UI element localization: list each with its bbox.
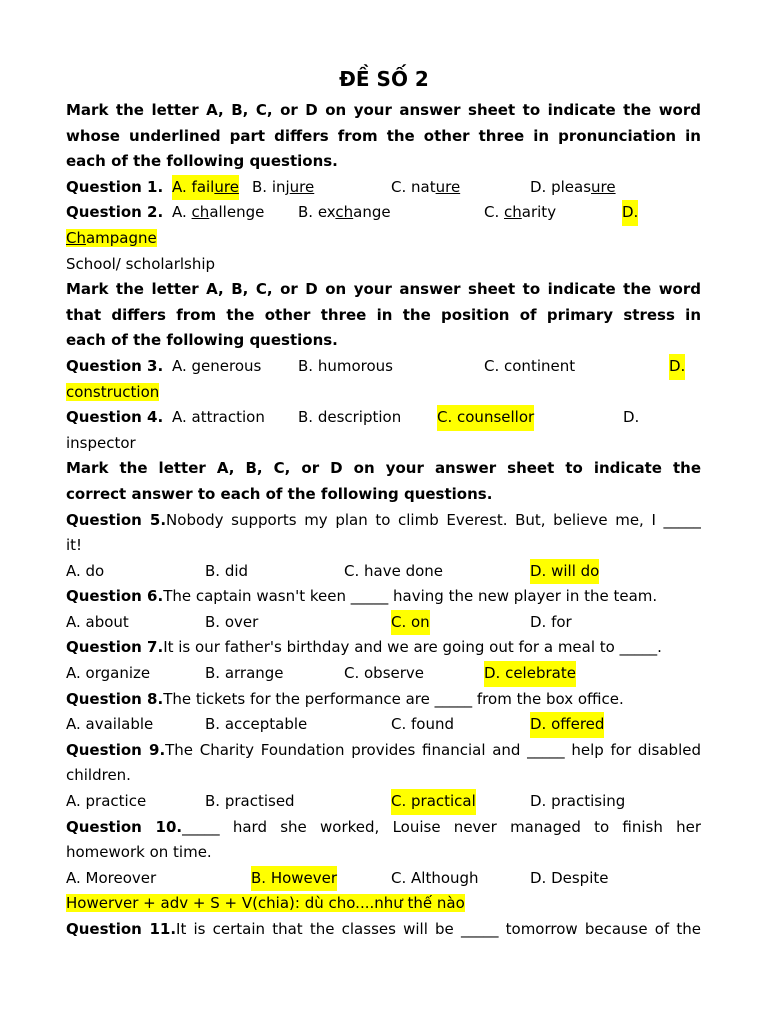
- note-line: School/ scholarlship: [66, 254, 216, 273]
- option-d: inspector: [66, 433, 136, 452]
- question-4: [66, 405, 701, 431]
- option-c: C. Although: [391, 868, 479, 887]
- option-a: A. attraction: [172, 408, 265, 427]
- option-c: C. observe: [344, 664, 425, 683]
- question-8: [66, 687, 701, 713]
- option-d: [66, 229, 157, 247]
- option-c: C. found: [391, 715, 455, 734]
- option-b: B. However: [251, 866, 337, 892]
- option-text: C.: [484, 203, 505, 222]
- option-c: C. on: [391, 610, 430, 636]
- question-6-options: [66, 610, 701, 636]
- option-text: arity: [521, 203, 557, 222]
- question-8-options: [66, 712, 701, 738]
- option-a: A. practice: [66, 792, 147, 811]
- grammar-note: [66, 891, 701, 917]
- option-text: A. fail: [172, 177, 215, 196]
- question-11: [66, 917, 701, 943]
- option-c: [484, 200, 556, 226]
- question-7-options: [66, 661, 701, 687]
- question-label: Question 9.: [66, 740, 166, 759]
- option-text: B. inj: [252, 177, 290, 196]
- option-c: C. practical: [391, 789, 476, 815]
- option-a: [172, 175, 239, 201]
- option-a: A. available: [66, 715, 154, 734]
- option-text: allenge: [209, 203, 265, 222]
- question-label: Question 10.: [66, 817, 183, 836]
- question-text: The captain wasn't keen _____ having the new player in the team.: [163, 587, 658, 606]
- question-7: [66, 635, 701, 661]
- option-a: A. organize: [66, 664, 151, 683]
- question-5-wrap: it!: [66, 536, 83, 555]
- question-label: Question 3.: [66, 356, 164, 375]
- question-text: It is certain that the classes will be _____ tomorrow because of the: [176, 920, 701, 938]
- instruction-line: Mark the letter A, B, C, or D on your answer sheet to indicate the word: [66, 280, 701, 299]
- option-c: C. have done: [344, 561, 444, 580]
- option-c: C. continent: [484, 356, 576, 375]
- question-label: Question 7.: [66, 638, 164, 657]
- question-3: [66, 354, 701, 380]
- question-label: Question 4.: [66, 408, 164, 427]
- question-text: The tickets for the performance are _____ from the box office.: [163, 689, 624, 708]
- option-d: construction: [66, 382, 160, 401]
- option-a: A. do: [66, 561, 105, 580]
- option-a: A. about: [66, 612, 129, 631]
- option-d-letter: D.: [622, 200, 638, 226]
- question-1: [66, 175, 701, 201]
- option-b: B. did: [205, 561, 249, 580]
- question-9: [66, 738, 701, 764]
- question-label: Question 1.: [66, 177, 164, 196]
- option-b: B. acceptable: [205, 715, 308, 734]
- question-5: [66, 508, 701, 534]
- underlined-part: ure: [289, 177, 315, 196]
- document-body: [66, 98, 701, 943]
- question-10: [66, 815, 701, 841]
- instruction-line: that differs from the other three in the position of primary stress in: [66, 305, 701, 324]
- option-d: [530, 175, 616, 201]
- option-text: D. pleas: [530, 177, 592, 196]
- question-2-wrap: [66, 226, 701, 252]
- question-10-options: [66, 866, 701, 892]
- question-label: Question 8.: [66, 689, 164, 708]
- question-label: Question 11.: [66, 920, 177, 938]
- question-text: The Charity Foundation provides financial and _____ help for disabled: [165, 740, 701, 759]
- option-d: D. Despite: [530, 868, 609, 887]
- option-c: C. counsellor: [437, 405, 534, 431]
- option-d: D. practising: [530, 792, 626, 811]
- underlined-part: ure: [591, 177, 616, 196]
- question-5-options: [66, 559, 701, 585]
- question-label: Question 5.: [66, 510, 167, 529]
- option-b: B. over: [205, 612, 259, 631]
- option-d: D. celebrate: [484, 661, 576, 687]
- option-text: ampagne: [85, 228, 157, 247]
- question-9-options: [66, 789, 701, 815]
- option-b: [252, 175, 314, 201]
- question-10-wrap: homework on time.: [66, 843, 212, 862]
- underlined-part: ch: [504, 203, 522, 222]
- grammar-note-text: Howerver + adv + S + V(chia): dù cho....như thế nào: [66, 894, 465, 913]
- question-text: Nobody supports my plan to climb Everest. But, believe me, I _____: [166, 510, 701, 529]
- option-text: ange: [353, 203, 391, 222]
- option-b: B. practised: [205, 792, 295, 811]
- option-a: A. generous: [172, 356, 262, 375]
- underlined-part: ure: [435, 177, 461, 196]
- instruction-line: Mark the letter A, B, C, or D on your answer sheet to indicate the: [66, 459, 701, 478]
- question-label: Question 6.: [66, 587, 164, 606]
- question-label: Question 2.: [66, 203, 164, 222]
- instruction-line: each of the following questions.: [66, 152, 338, 171]
- underlined-part: ch: [335, 203, 354, 222]
- option-b: B. humorous: [298, 356, 393, 375]
- option-d-letter: D.: [669, 354, 685, 380]
- option-b: [298, 200, 391, 226]
- question-3-wrap: [66, 380, 701, 406]
- option-d: D. will do: [530, 559, 599, 585]
- option-text: B. ex: [298, 203, 336, 222]
- option-a: [172, 200, 264, 226]
- option-d: D. offered: [530, 712, 604, 738]
- underlined-part: ch: [191, 203, 210, 222]
- question-9-wrap: children.: [66, 766, 131, 785]
- option-d: D. for: [530, 612, 572, 631]
- question-2: [66, 200, 701, 226]
- page-title: ĐỀ SỐ 2: [339, 67, 429, 91]
- instruction-line: each of the following questions.: [66, 331, 338, 350]
- option-b: B. arrange: [205, 664, 284, 683]
- option-d-letter: D.: [623, 408, 640, 427]
- instruction-line: correct answer to each of the following questions.: [66, 484, 493, 503]
- option-b: B. description: [298, 408, 402, 427]
- question-text: It is our father's birthday and we are going out for a meal to _____.: [163, 638, 662, 657]
- instruction-line: whose underlined part differs from the other three in pronunciation in: [66, 126, 701, 145]
- option-text: C. nat: [391, 177, 436, 196]
- underlined-part: Ch: [66, 228, 86, 247]
- option-text: A.: [172, 203, 192, 222]
- underlined-part: ure: [214, 177, 239, 196]
- question-text: _____ hard she worked, Louise never managed to finish her: [182, 817, 701, 836]
- instruction-line: Mark the letter A, B, C, or D on your answer sheet to indicate the word: [66, 101, 701, 119]
- question-6: [66, 584, 701, 610]
- question-4-wrap: [66, 431, 701, 457]
- option-a: A. Moreover: [66, 868, 157, 887]
- option-c: [391, 175, 460, 201]
